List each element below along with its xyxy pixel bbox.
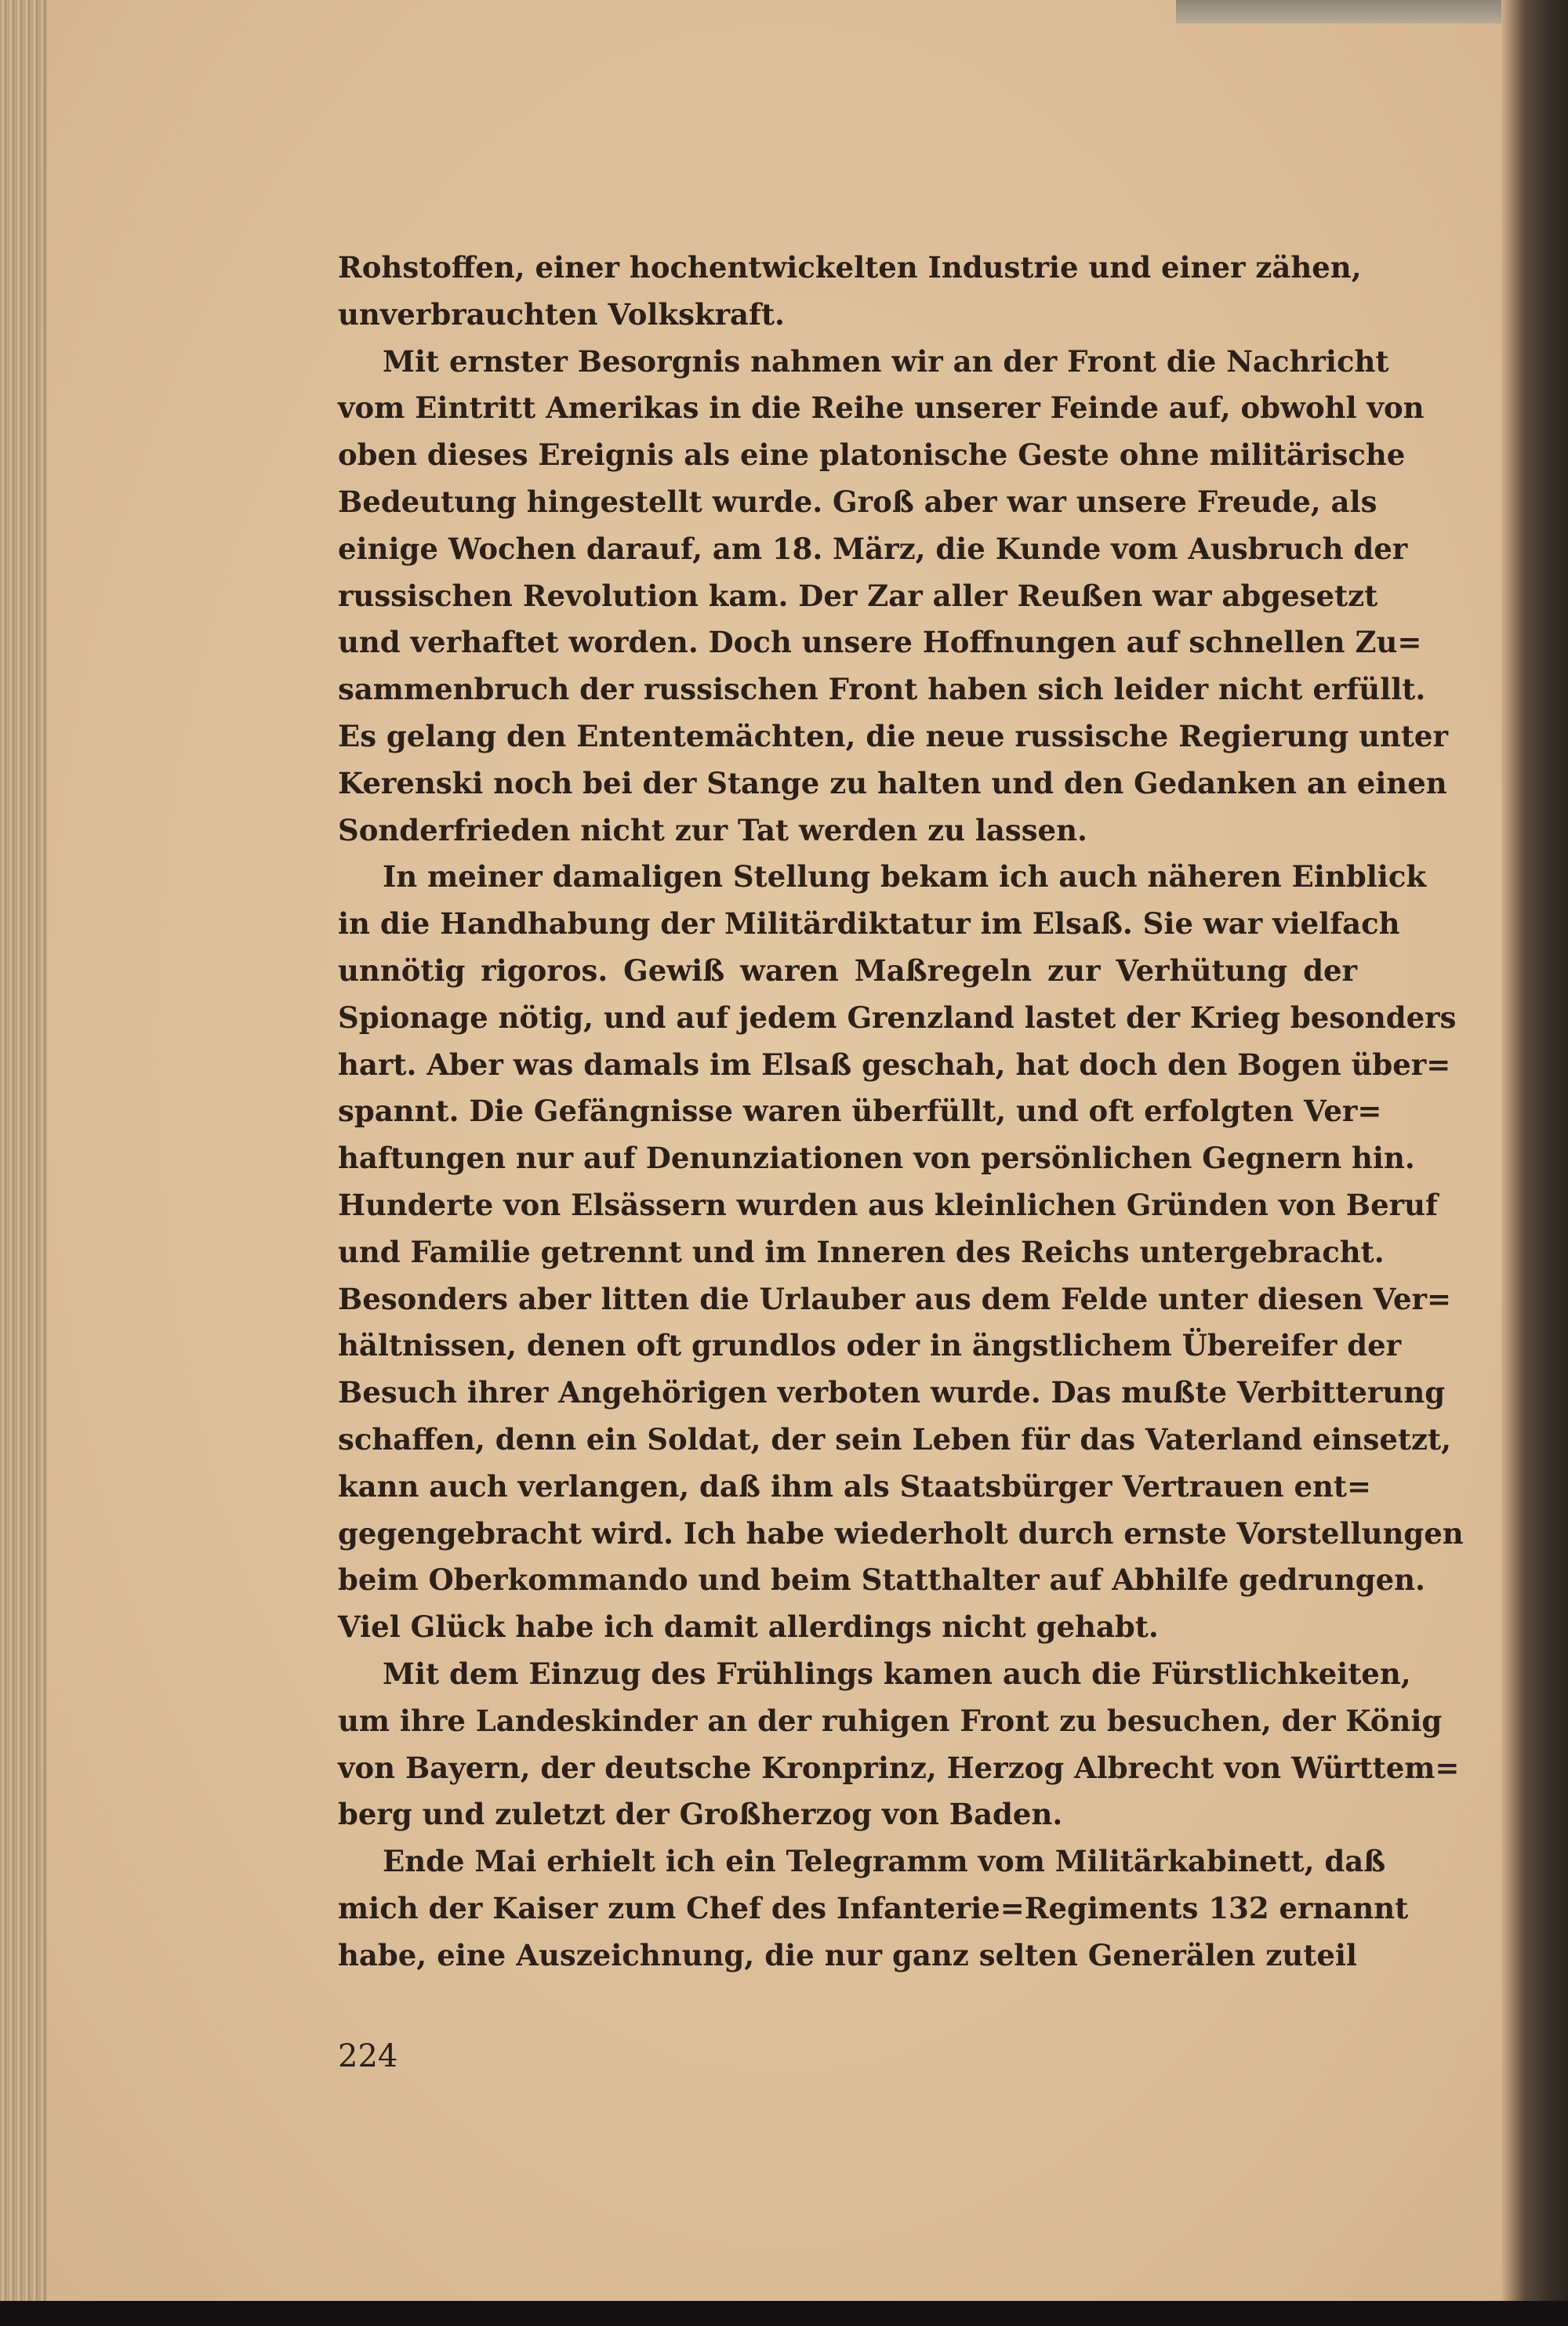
text-line: oben dieses Ereignis als eine platonische Geste ohne militärische [338, 437, 1406, 473]
text-line: um ihre Landeskinder an der ruhigen Front zu besuchen, der König [338, 1703, 1443, 1738]
text-line: unverbrauchten Volkskraft. [338, 296, 785, 332]
text-line: spannt. Die Gefängnisse waren überfüllt, und oft erfolgten Ver= [338, 1094, 1382, 1129]
book-binding-gutter [1501, 0, 1568, 2305]
text-line: von Bayern, der deutsche Kronprinz, Herzog Albrecht von Württem= [338, 1750, 1460, 1785]
text-line: beim Oberkommando und beim Statthalter auf Abhilfe gedrungen. [338, 1562, 1425, 1598]
text-line: und Familie getrennt und im Inneren des Reichs untergebracht. [338, 1234, 1385, 1269]
text-line: berg und zuletzt der Großherzog von Baden. [338, 1797, 1063, 1832]
text-line: Hunderte von Elsässern wurden aus kleinlichen Gründen von Beruf [338, 1187, 1438, 1222]
text-line: Besonders aber litten die Urlauber aus dem Felde unter diesen Ver= [338, 1281, 1451, 1316]
text-line: Mit ernster Besorgnis nahmen wir an der Front die Nachricht [383, 343, 1389, 379]
text-line: russischen Revolution kam. Der Zar aller Reußen war abgesetzt [338, 578, 1378, 613]
page-number: 224 [338, 2038, 398, 2074]
text-line: einige Wochen darauf, am 18. März, die Kunde vom Ausbruch der [338, 531, 1408, 566]
page-edges-left [0, 0, 47, 2305]
text-line: hältnissen, denen oft grundlos oder in ängstlichem Übereifer der [338, 1328, 1402, 1363]
text-line: hart. Aber was damals im Elsaß geschah, hat doch den Bogen über= [338, 1047, 1451, 1082]
text-line: mich der Kaiser zum Chef des Infanterie=Regiments 132 ernannt [338, 1890, 1409, 1925]
text-line: haftungen nur auf Denunziationen von persönlichen Gegnern hin. [338, 1141, 1415, 1176]
text-line: Besuch ihrer Angehörigen verboten wurde. Das mußte Verbitterung [338, 1375, 1446, 1410]
text-line: Mit dem Einzug des Frühlings kamen auch die Fürstlichkeiten, [383, 1656, 1411, 1691]
text-line: Bedeutung hingestellt wurde. Groß aber war unsere Freude, als [338, 484, 1377, 519]
text-line: habe, eine Auszeichnung, die nur ganz selten Generälen zuteil [338, 1937, 1357, 1972]
text-line: gegengebracht wird. Ich habe wiederholt durch ernste Vorstellungen [338, 1515, 1464, 1551]
text-line: Ende Mai erhielt ich ein Telegramm vom Militärkabinett, daß [383, 1844, 1386, 1879]
text-line: sammenbruch der russischen Front haben sich leider nicht erfüllt. [338, 672, 1426, 707]
text-line: In meiner damaligen Stellung bekam ich auch näheren Einblick [383, 859, 1426, 894]
body-text [338, 245, 1464, 1979]
text-line: unnötig rigoros. Gewiß waren Maßregeln zur Verhütung der [338, 953, 1357, 988]
text-line: Viel Glück habe ich damit allerdings nicht gehabt. [338, 1609, 1159, 1645]
text-line: Kerenski noch bei der Stange zu halten und den Gedanken an einen [338, 765, 1447, 800]
scan-bottom-border [0, 2301, 1568, 2326]
text-line: schaffen, denn ein Soldat, der sein Leben für das Vaterland einsetzt, [338, 1421, 1451, 1457]
text-line: in die Handhabung der Militärdiktatur im Elsaß. Sie war vielfach [338, 906, 1400, 942]
text-line: Es gelang den Ententemächten, die neue russische Regierung unter [338, 718, 1448, 753]
text-line: Rohstoffen, einer hochentwickelten Industrie und einer zähen, [338, 250, 1362, 285]
text-line: vom Eintritt Amerikas in die Reihe unserer Feinde auf, obwohl von [338, 390, 1425, 426]
text-line: kann auch verlangen, daß ihm als Staatsbürger Vertrauen ent= [338, 1468, 1371, 1504]
text-line: und verhaftet worden. Doch unsere Hoffnungen auf schnellen Zu= [338, 625, 1422, 660]
text-line: Spionage nötig, und auf jedem Grenzland lastet der Krieg besonders [338, 1000, 1457, 1035]
text-line: Sonderfrieden nicht zur Tat werden zu lassen. [338, 812, 1087, 847]
